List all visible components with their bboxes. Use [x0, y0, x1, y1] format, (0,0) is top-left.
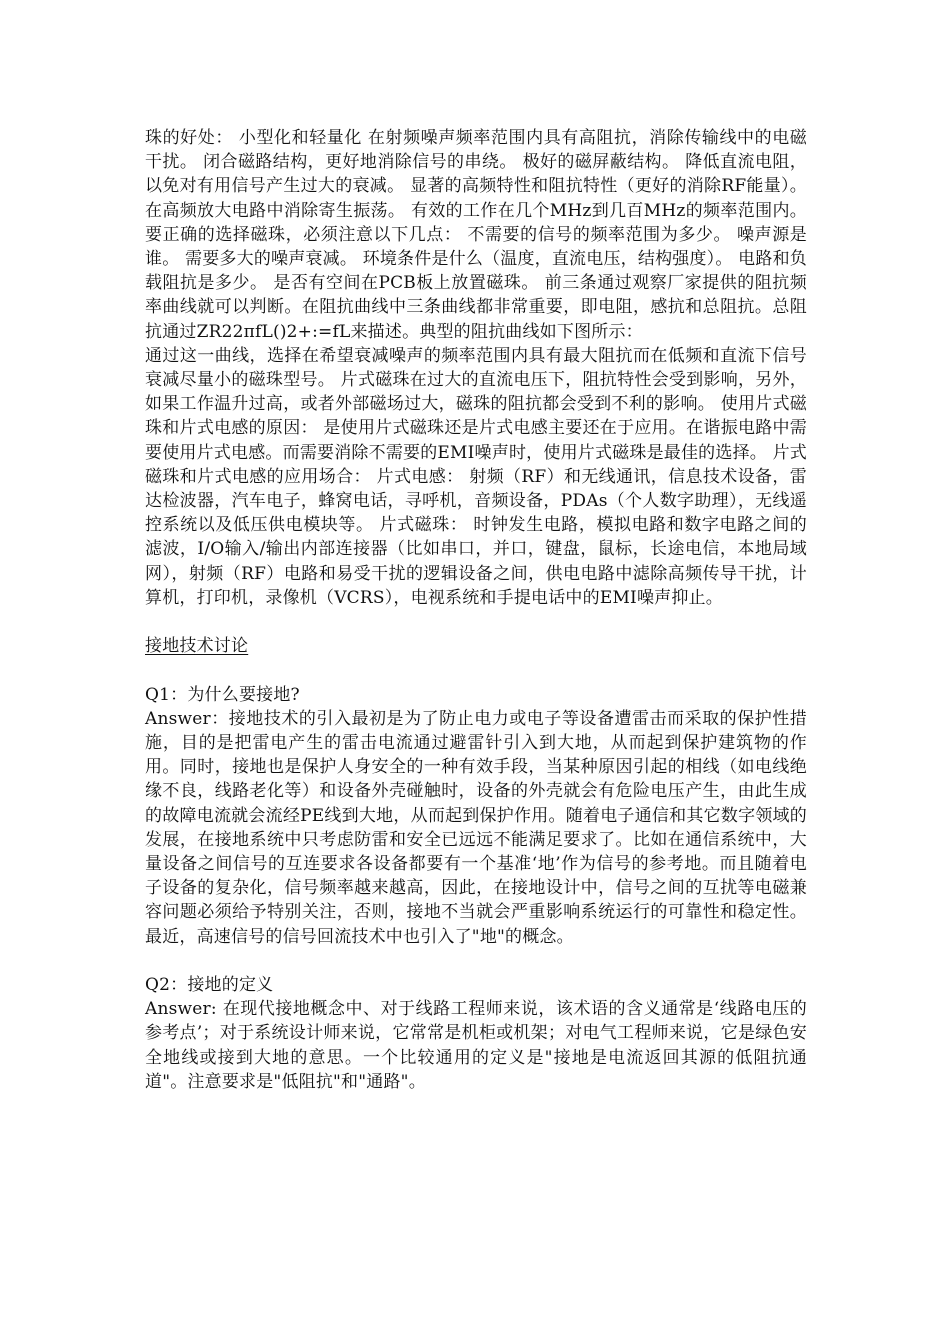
q1-answer: Answer：接地技术的引入最初是为了防止电力或电子等设备遭雷击而采取的保护性措施，目的是把雷电产生的雷击电流通过避雷针引入到大地，从而起到保护建筑物的作用。同时，接地也是保护人身安全的一种有效手段，当某种原因引起的相线（如电线绝缘不良，线路老化等）和设备外壳碰触时，设备的外壳就会有危险电压产生，由此生成的故障电流就会流经PE线到大地，从而起到保护作用。随着电子通信和其它数字领域的发展，在接地系统中只考虑防雷和安全已远远不能满足要求了。比如在通信系统中，大量设备之间信号的互连要求各设备都要有一个基准‘地’作为信号的参考地。而且随着电子设备的复杂化，信号频率越来越高，因此，在接地设计中，信号之间的互扰等电磁兼容问题必须给予特别关注，否则，接地不当就会严重影响系统运行的可靠性和稳定性。最近，高速信号的信号回流技术中也引入了"地"的概念。	[145, 708, 807, 947]
document-page	[145, 126, 807, 1094]
bead-benefits-paragraph: 珠的好处： 小型化和轻量化 在射频噪声频率范围内具有高阻抗，消除传输线中的电磁干扰。 闭合磁路结构，更好地消除信号的串绕。 极好的磁屏蔽结构。 降低直流电阻，以免对有用信号产生过大的衰减。 显著的高频特性和阻抗特性（更好的消除RF能量）。 在高频放大电路中消除寄生振荡。 有效的工作在几个MHz到几百MHz的频率范围内。 要正确的选择磁珠，必须注意以下几点： 不需要的信号的频率范围为多少。 噪声源是谁。 需要多大的噪声衰减。 环境条件是什么（温度，直流电压，结构强度）。 电路和负载阻抗是多少。 是否有空间在PCB板上放置磁珠。 前三条通过观察厂家提供的阻抗频率曲线就可以判断。在阻抗曲线中三条曲线都非常重要，即电阻，感抗和总阻抗。总阻抗通过ZR22πfL()2+:=fL来描述。典型的阻抗曲线如下图所示：	[145, 128, 807, 342]
q1-question: Q1：为什么要接地?	[145, 684, 300, 705]
q2-answer: Answer: 在现代接地概念中、对于线路工程师来说，该术语的含义通常是‘线路电压的参考点’；对于系统设计师来说，它常常是机柜或机架；对电气工程师来说，它是绿色安全地线或接到大地的意思。一个比较通用的定义是"接地是电流返回其源的低阻抗通道"。注意要求是"低阻抗"和"通路"。	[145, 999, 807, 1092]
spacer	[145, 658, 807, 682]
section-heading-grounding: 接地技术讨论	[145, 636, 249, 657]
q2-question: Q2：接地的定义	[145, 975, 274, 996]
spacer	[145, 949, 807, 973]
bead-selection-paragraph: 通过这一曲线，选择在希望衰减噪声的频率范围内具有最大阻抗而在低频和直流下信号衰减尽量小的磁珠型号。 片式磁珠在过大的直流电压下，阻抗特性会受到影响，另外，如果工作温升过高，或者外部磁场过大，磁珠的阻抗都会受到不利的影响。 使用片式磁珠和片式电感的原因： 是使用片式磁珠还是片式电感主要还在于应用。在谐振电路中需要使用片式电感。而需要消除不需要的EMI噪声时，使用片式磁珠是最佳的选择。 片式磁珠和片式电感的应用场合： 片式电感： 射频（RF）和无线通讯，信息技术设备，雷达检波器，汽车电子，蜂窝电话，寻呼机，音频设备，PDAs（个人数字助理），无线遥控系统以及低压供电模块等。 片式磁珠： 时钟发生电路，模拟电路和数字电路之间的滤波，I/O输入/输出内部连接器（比如串口，并口，键盘，鼠标，长途电信，本地局域网），射频（RF）电路和易受干扰的逻辑设备之间，供电电路中滤除高频传导干扰，计算机，打印机，录像机（VCRS），电视系统和手提电话中的EMI噪声抑止。	[145, 345, 807, 608]
spacer	[145, 610, 807, 634]
